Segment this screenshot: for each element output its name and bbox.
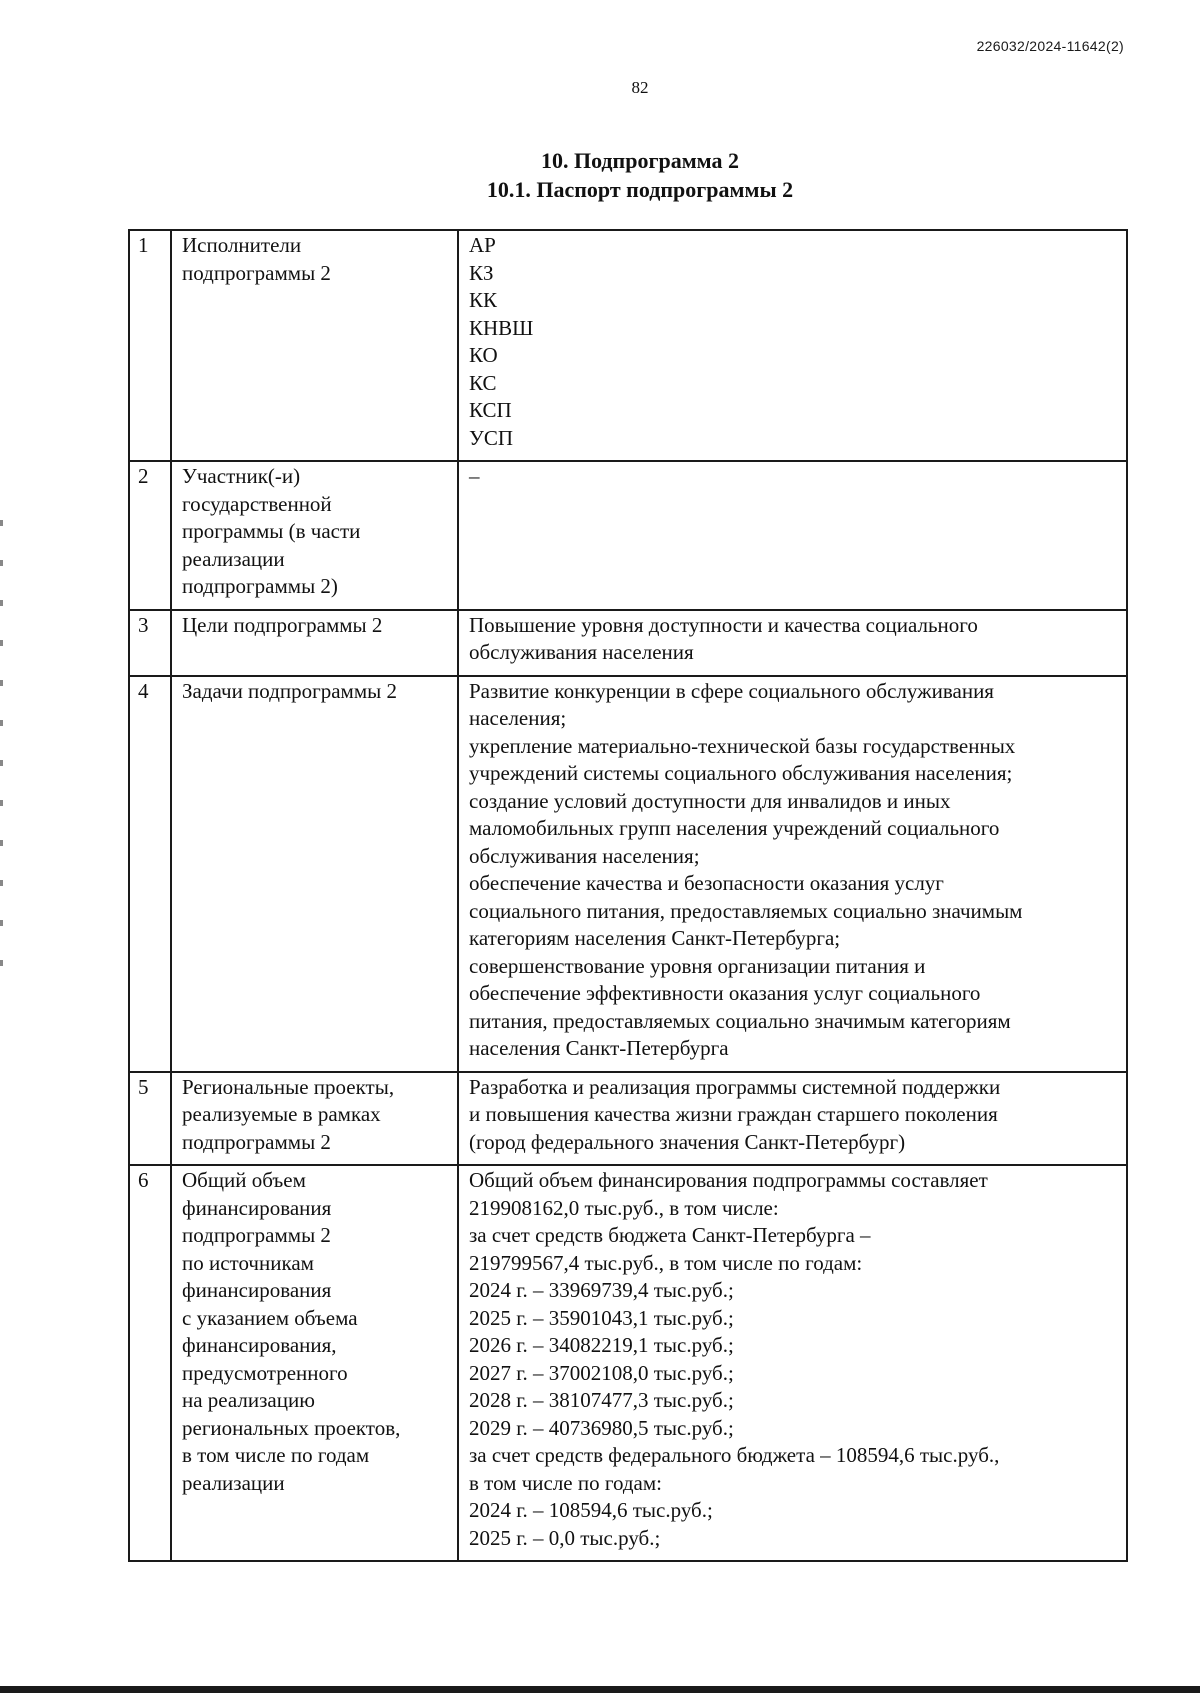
row-value-line: КЗ xyxy=(469,260,494,285)
row-value-line: населения Санкт-Петербурга xyxy=(469,1036,729,1060)
row-label-line: Задачи подпрограммы 2 xyxy=(182,678,397,703)
row-value-line: 2026 г. – 34082219,1 тыс.руб.; xyxy=(469,1333,734,1357)
row-label-line: реализации xyxy=(182,1470,285,1495)
row-value xyxy=(458,676,1127,1072)
row-value xyxy=(458,610,1127,676)
row-label-line: с указанием объема xyxy=(182,1305,358,1330)
row-value-line: 2027 г. – 37002108,0 тыс.руб.; xyxy=(469,1360,734,1385)
row-label xyxy=(171,230,458,461)
row-value-line: обслуживания населения; xyxy=(469,843,700,868)
row-value-line: КНВШ xyxy=(469,315,534,340)
row-value-line: КК xyxy=(469,288,498,312)
row-value xyxy=(458,1072,1127,1166)
row-label xyxy=(171,461,458,610)
table-row xyxy=(129,676,1127,1072)
row-value-line: 2024 г. – 108594,6 тыс.руб.; xyxy=(469,1498,713,1522)
row-label-line: финансирования xyxy=(182,1278,332,1302)
row-value-line: УСП xyxy=(469,425,514,450)
row-value-line: Повышение уровня доступности и качества социального xyxy=(469,612,978,637)
row-number: 4 xyxy=(129,676,171,1072)
row-label-line: Участник(-и) xyxy=(182,464,301,488)
row-value-line: 2028 г. – 38107477,3 тыс.руб.; xyxy=(469,1388,734,1412)
section-title: 10. Подпрограмма 2 xyxy=(540,148,740,173)
row-label-line: государственной xyxy=(182,491,332,516)
subprogram-passport-table xyxy=(128,229,1128,1562)
row-label-line: подпрограммы 2) xyxy=(182,574,338,598)
row-label-line: по источникам xyxy=(182,1250,314,1275)
row-value-line: обеспечение эффективности оказания услуг социального xyxy=(469,981,981,1005)
row-number: 5 xyxy=(129,1072,171,1166)
row-value-line: Общий объем финансирования подпрограммы составляет xyxy=(469,1168,988,1192)
section-headings xyxy=(0,146,1200,204)
row-label-line: в том числе по годам xyxy=(182,1443,370,1467)
row-value-line: 2025 г. – 0,0 тыс.руб.; xyxy=(469,1525,661,1550)
row-label xyxy=(171,676,458,1072)
row-value-line: социального питания, предоставляемых социально значимым xyxy=(469,898,1023,923)
row-value xyxy=(458,461,1127,610)
row-value-line: и повышения качества жизни граждан старшего поколения xyxy=(469,1102,998,1126)
row-value-line: КС xyxy=(469,370,497,395)
table-row xyxy=(129,1165,1127,1561)
table-row xyxy=(129,461,1127,610)
row-value-line: КСП xyxy=(469,398,512,422)
row-value-line: за счет средств бюджета Санкт-Петербурга – xyxy=(469,1223,871,1247)
document-registration-number: 226032/2024-11642(2) xyxy=(976,38,1124,54)
row-value-line: за счет средств федерального бюджета – 108594,6 тыс.руб., xyxy=(469,1443,1000,1467)
row-value-line: совершенствование уровня организации питания и xyxy=(469,953,926,978)
row-value-line: 219908162,0 тыс.руб., в том числе: xyxy=(469,1195,779,1220)
row-value-line: 2025 г. – 35901043,1 тыс.руб.; xyxy=(469,1305,734,1330)
row-value-line: 2029 г. – 40736980,5 тыс.руб.; xyxy=(469,1415,734,1440)
row-value-line: 219799567,4 тыс.руб., в том числе по годам: xyxy=(469,1250,863,1275)
table-row xyxy=(129,230,1127,461)
row-label xyxy=(171,1165,458,1561)
row-value-line: обеспечение качества и безопасности оказания услуг xyxy=(469,871,944,895)
row-label-line: реализуемые в рамках xyxy=(182,1102,381,1126)
row-value-line: КО xyxy=(469,343,498,367)
row-value-line: (город федерального значения Санкт-Петербург) xyxy=(469,1129,906,1154)
row-label-line: Цели подпрограммы 2 xyxy=(182,612,383,637)
row-label-line: предусмотренного xyxy=(182,1360,348,1385)
row-value-line: питания, предоставляемых социально значимым категориям xyxy=(469,1008,1011,1033)
row-value-line: укрепление материально-технической базы государственных xyxy=(469,733,1016,758)
row-value-line: маломобильных групп населения учреждений социального xyxy=(469,816,1000,840)
row-value-line: в том числе по годам: xyxy=(469,1470,662,1495)
page-bottom-edge xyxy=(0,1686,1200,1693)
row-label-line: программы (в части xyxy=(182,519,361,543)
row-label-line: на реализацию xyxy=(182,1388,315,1412)
row-label xyxy=(171,610,458,676)
row-number: 2 xyxy=(129,461,171,610)
row-label-line: Региональные проекты, xyxy=(182,1074,395,1099)
row-label xyxy=(171,1072,458,1166)
row-value-line: АР xyxy=(469,233,496,257)
table-row xyxy=(129,610,1127,676)
row-value-line: населения; xyxy=(469,706,567,730)
row-label-line: подпрограммы 2 xyxy=(182,1223,331,1247)
row-label-line: финансирования xyxy=(182,1195,332,1220)
row-label-line: Общий объем xyxy=(182,1168,306,1192)
row-label-line: реализации xyxy=(182,546,285,571)
row-label-line: региональных проектов, xyxy=(182,1415,401,1440)
row-value xyxy=(458,1165,1127,1561)
passport-title: 10.1. Паспорт подпрограммы 2 xyxy=(486,177,794,202)
row-value xyxy=(458,230,1127,461)
row-label-line: финансирования, xyxy=(182,1333,337,1357)
row-number: 6 xyxy=(129,1165,171,1561)
table-row xyxy=(129,1072,1127,1166)
row-value-line: 2024 г. – 33969739,4 тыс.руб.; xyxy=(469,1278,734,1302)
row-label-line: подпрограммы 2 xyxy=(182,1129,331,1154)
row-value-line: обслуживания населения xyxy=(469,640,694,664)
row-number: 3 xyxy=(129,610,171,676)
row-value-line: Развитие конкуренции в сфере социального обслуживания xyxy=(469,678,994,703)
row-value-line: Разработка и реализация программы системной поддержки xyxy=(469,1074,1001,1099)
page-number: 82 xyxy=(631,78,649,97)
scan-margin-marks xyxy=(0,520,3,990)
row-value-line: создание условий доступности для инвалидов и иных xyxy=(469,788,951,813)
row-label-line: Исполнители xyxy=(182,233,302,257)
row-value-line: учреждений системы социального обслуживания населения; xyxy=(469,761,1013,785)
row-number: 1 xyxy=(129,230,171,461)
row-label-line: подпрограммы 2 xyxy=(182,260,331,285)
row-value-line: категориям населения Санкт-Петербурга; xyxy=(469,926,841,950)
row-value-line: – xyxy=(469,464,480,488)
